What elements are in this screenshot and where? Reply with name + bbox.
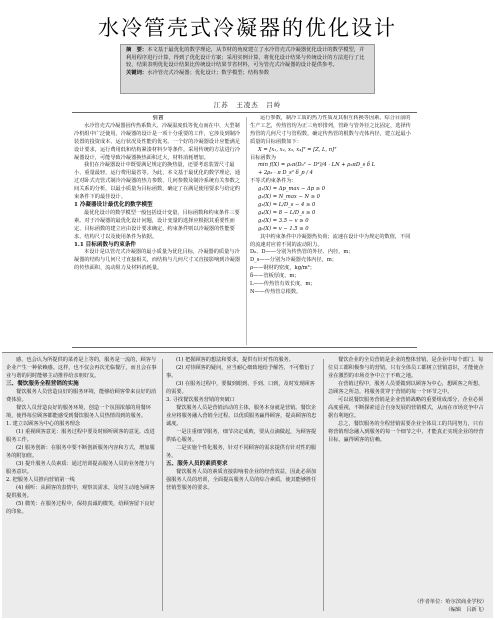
- column-divider: [323, 359, 324, 611]
- constraint-equation: g₂(X) = N_max − N ≥ 0: [258, 194, 320, 201]
- symbol-definition: D₀、D——分别为传热管的外径、内径，m；: [250, 249, 354, 256]
- section-1-1-heading: 1.1 目标函数与约束条件: [74, 241, 137, 248]
- symbol-definition: D_s——分别为冷凝器壳体内径，m；: [250, 257, 337, 264]
- second-article-column-1: [6, 356, 158, 614]
- body-paragraph: 二是实施个性化服务，针对不同顾客的需求提供有针对性的服务。: [166, 445, 317, 459]
- body-paragraph: (1) 把握顾客的想法和要求，提供有针对性的服务。: [176, 357, 294, 363]
- constraint-equation: g₆(X) = v − 1.5 ≥ 0: [258, 225, 309, 232]
- body-paragraph: 餐饮服务人员的素质直接影响着企业的经营效益，因此必须加强服务人员的培训，全面提高服务人员的综合素质，使其能够胜任营销型服务的要求。: [166, 469, 317, 491]
- body-paragraph: (3) 在服务过程中，要做到眼到、手到、口到，及时发现顾客的需要。: [166, 381, 315, 395]
- body-subheading: 1. 建立以顾客为中心的服务理念: [6, 421, 81, 427]
- author-affiliation: [414, 598, 487, 614]
- objective-equation: min f(X) = ρ₁π(D₀² − D²)/4 · LN + ρ₂πD_s δ L: [258, 162, 376, 169]
- body-paragraph: (5) 微笑：在服务过程中，保持真诚的微笑，给顾客留下良好的印象。: [6, 501, 155, 515]
- body-paragraph: 可以说餐饮服务营销是企业营销战略的重要组成部分，企业必须高度重视，不断探索适合自身发展的营销模式，从而在市场竞争中占据有利地位。: [328, 397, 484, 419]
- column-divider: [162, 359, 163, 611]
- objective-label: 目标函数为: [250, 154, 276, 161]
- abstract-box: [120, 44, 375, 94]
- body-paragraph: 总之，餐饮服务的全程营销需要企业全体员工的共同努力，只有将营销理念融入到服务的每一个细节之中，才能真正实现企业的经营目标，赢得顾客的信赖。: [328, 421, 484, 443]
- keywords-label: 关键词：: [126, 69, 148, 76]
- body-paragraph: 餐饮人员营造良好的服务环境，创造一个氛围浓郁的用餐环境，使得每位顾客都能感受到餐饮服务人员热情周到的服务。: [6, 405, 151, 419]
- body-paragraph: (4) 倾听：从顾客的表情中，观察其需求，及时主动地为顾客提供服务。: [6, 485, 155, 499]
- symbol-definition: ρ——钢材的密度，kg/m³；: [250, 265, 315, 272]
- section-1-paragraph: 最优化设计的数学模型一般包括设计变量、目标函数和约束条件三要素。对于冷凝器的最优化设计问题，设计变量的选择应根据其重要性而定，目标函数的建立应由设计要求确定，约束条件则以冷凝器的性能要求、结构尺寸以及使用条件为依据。: [74, 209, 240, 240]
- section-1-1-paragraph: 本设计是以管壳式冷凝器的最小质量为优化目标，冷凝器的质量与冷凝器的结构与几何尺寸直接相关，而结构与几何尺寸又直接影响到冷凝器的传热面积、流动阻力及材料消耗量。: [74, 249, 241, 272]
- intro-heading: 引言: [152, 115, 164, 121]
- article-body: [72, 112, 417, 348]
- body-heading: 五、服务人员的素质要求: [166, 461, 228, 467]
- constraint-equation: g₁(X) = Δp_max − Δp ≥ 0: [258, 186, 326, 193]
- constraint-equation: g₃(X) = L/D_s − 4 ≥ 0: [258, 201, 316, 208]
- body-paragraph: (2) 服务创新：在服务中要不断创新服务内容和方式，增加服务的附加值。: [6, 445, 155, 459]
- affiliation-line: （作者单位：哈尔滨商业学校）: [414, 599, 487, 605]
- body-paragraph: 餐饮服务人员是营销活动的主体，服务本身就是营销。餐饮企业应将服务融入营销全过程，以优质服务赢得顾客，提高顾客的忠诚度。: [166, 405, 317, 427]
- keywords-text: 水冷管壳式冷凝器；优化设计；数学模型；结构参数: [147, 69, 270, 76]
- article-column-left: [74, 115, 242, 347]
- intro-paragraph: 我们在冷凝器设计中既要满足规定的换热量，还要考虑装置尺寸最小、重量最轻、运行费用最省等。为此，本文基于最优化的数学理论，通过对卧式壳管式制冷冷凝器的热力参数、几何参数及制冷系统有关参数之间关系的分析，以最小质量为目标函数，确定了在满足使用要求与给定约束条件下的最佳设计。: [74, 162, 241, 201]
- constraint-equation: g₅(X) = 3.5 − v ≥ 0: [258, 217, 309, 224]
- constraints-label: 不等式约束条件为：: [250, 178, 297, 185]
- design-variable-equation: X = [x₁, x₂, x₃, x₄]ᵀ = [Z, L, n]ᵀ: [258, 146, 337, 153]
- article-column-right: [250, 115, 415, 347]
- column-divider: [246, 117, 247, 345]
- symbol-definition: L——传热管有效长度，m；: [250, 281, 316, 288]
- intro-paragraph: 水冷管壳式冷凝器因传热系数大、冷凝温度低等优点而在中、大型制冷机组中广泛使用。冷凝器的设计是一项十分重要的工作，它涉及到制冷装置的投资成本、运行状况及性能的优劣。一个好的冷凝器设计应能满足设计要求，运行费用低和结构紧凑材料少等条件。采用传统的方法进行冷凝器设计，可能导致冷凝器换热面积过大，材料消耗增加。: [74, 122, 241, 161]
- body-paragraph: (1) 重视顾客意见：服务过程中要及时倾听顾客的意见，改进服务工作。: [6, 429, 155, 443]
- body-paragraph: 感，也会认为所提供的菜肴是上等的，服务是一流的，顾客与企业产生一种依赖感。这样，也不仅会再次光临餐厅，而且会在事业与谐的同时能够主动推荐给亲朋好友。: [6, 357, 157, 379]
- article-title: 水冷管壳式冷凝器的优化设计: [98, 16, 397, 40]
- body-heading: 三、餐饮服务全程营销的实施: [6, 381, 79, 387]
- constraint-note: 其中约束条件中冷凝器热负荷；流速在设计中为规定的数值，不同的流速对应着不同的流动阻力。: [250, 233, 411, 248]
- abstract-label: 摘 要：: [126, 47, 148, 53]
- second-article-column-3: [328, 356, 488, 614]
- constraint-equation: g₄(X) = 8 − L/D_s ≥ 0: [258, 209, 316, 216]
- second-article-column-2: [166, 356, 318, 614]
- body-paragraph: (2) 对待顾客的疑问，应当耐心细致地给予解答，不可敷衍了事。: [166, 365, 315, 379]
- section-1-heading: 1 冷凝器设计最优化的数学模型: [74, 201, 153, 208]
- body-paragraph: (3) 提升服务人员素质：通过培训提高服务人员的业务能力与服务意识。: [6, 461, 155, 475]
- body-subheading: 2. 把服务人员推向营销第一线: [6, 477, 75, 483]
- body-paragraph: 餐饮服务人员营造良好的服务环境，能够给顾客带来良好的消费体验。: [6, 389, 157, 403]
- editor-line: （编辑 吕新飞）: [445, 607, 487, 613]
- symbol-definition: N——传热管总根数。: [250, 288, 302, 295]
- objective-equation-cont: + 2ρ₃ · π D_s² δ_p / 4: [258, 170, 313, 177]
- symbol-definition: δ——管板厚度，m；: [250, 273, 300, 280]
- body-paragraph: 餐饮企业的全员营销是企业的整体营销，是企业中每个部门、每位员工都积极参与的营销，只有全体员工都树立营销意识，才能使企业在激烈的市场竞争中立于不败之地。: [328, 357, 484, 379]
- body-paragraph: 在营销过程中，服务人员要做到以顾客为中心，想顾客之所想，急顾客之所急，将服务贯穿于营销的每一个环节之中。: [328, 381, 484, 395]
- model-paragraph: 运行参数，制冷工质的热力性质及其相互转换等因素。综合目前的生产工艺，传热管均为正三角形排列，管距与管外径之比固定，选择传热管的几何尺寸与管程数，确定传热管的根数与壳体内径，建立起最小质量的目标函数如下：: [250, 115, 411, 145]
- body-paragraph: 一是注重细节服务，细节决定成败，要从点滴做起，为顾客提供贴心服务。: [166, 429, 317, 443]
- body-subheading: 3. 寻找餐饮服务营销的突破口: [166, 397, 235, 403]
- author-line: 江苏 王凌杰 吕岭: [213, 101, 282, 109]
- abstract-text: 本文基于最优化的数学理论，从节材的角度建立了水冷管壳式冷凝器优化设计的数学模型，并利用程序进行计算，得到了优化设计方案；采用实例计算，将优化设计结果与传统设计的方法进行了比较，结果表明优化设计结果比传统设计结果节省材料，可为管壳式冷凝器的设计提供参考。: [126, 47, 365, 69]
- second-article: [2, 352, 493, 618]
